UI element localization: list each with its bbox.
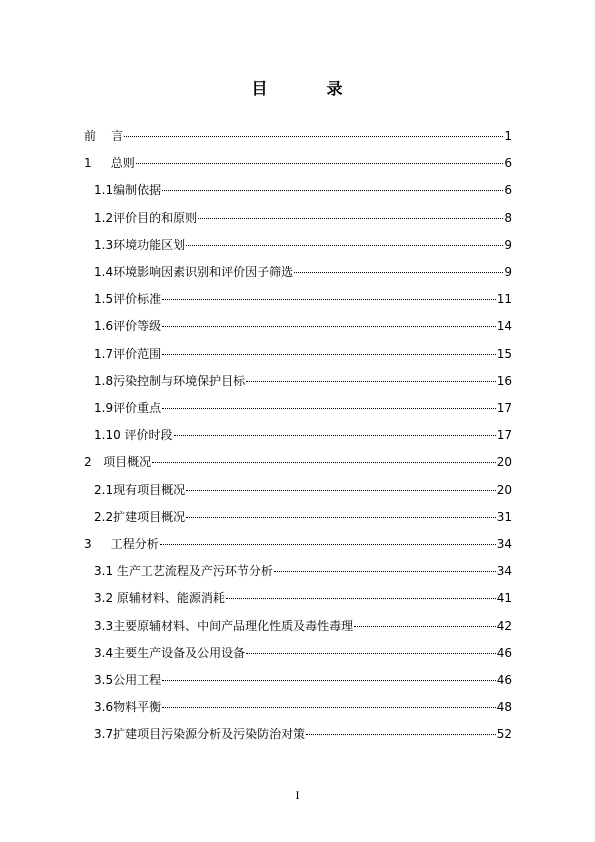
toc-entry[interactable] xyxy=(94,210,512,226)
toc-entry-number: 3.2 xyxy=(94,591,114,606)
toc-entry-number: 3.7 xyxy=(94,727,114,742)
toc-entry[interactable] xyxy=(94,509,512,525)
dot-leader xyxy=(136,162,504,164)
toc-entry-number: 1.3 xyxy=(94,237,114,252)
dot-leader xyxy=(162,325,496,327)
toc-entry-page: 1 xyxy=(504,129,512,143)
dot-leader xyxy=(294,271,503,273)
toc-entry-page: 11 xyxy=(496,292,512,307)
dot-leader xyxy=(186,489,496,491)
toc-entry-label: 评价标准 xyxy=(113,292,162,307)
toc-entry-number: 1.6 xyxy=(94,319,114,334)
dot-leader xyxy=(198,217,503,219)
toc-title xyxy=(0,76,595,99)
page-number: I xyxy=(295,788,300,802)
toc-entry[interactable] xyxy=(94,726,512,742)
toc-entry-page: 9 xyxy=(504,265,512,279)
toc-entry[interactable] xyxy=(94,618,512,634)
toc-entry[interactable] xyxy=(84,155,512,171)
toc-entry-page: 52 xyxy=(496,727,512,742)
dot-leader xyxy=(186,244,503,246)
toc-entry[interactable] xyxy=(84,454,512,470)
toc-entry-label: 生产工艺流程及产污环节分析 xyxy=(113,564,273,579)
toc-entry[interactable] xyxy=(94,182,512,198)
toc-entry-number: 3.1 xyxy=(94,564,114,579)
dot-leader xyxy=(162,679,496,681)
toc-entry-page: 16 xyxy=(496,373,512,388)
toc-entry-label: 工程分析 xyxy=(91,537,159,551)
toc-entry-label: 物料平衡 xyxy=(113,700,162,715)
toc-entry-number: 1.2 xyxy=(94,210,114,225)
toc-entry-label: 评价范围 xyxy=(113,346,162,361)
toc-title-second: 录 xyxy=(326,79,344,98)
toc-entry[interactable] xyxy=(94,563,512,579)
toc-entry-number: 3 xyxy=(84,537,92,551)
toc-entry-label: 总则 xyxy=(91,156,135,171)
toc-entry[interactable] xyxy=(94,237,512,253)
toc-entry-number: 3.3 xyxy=(94,618,114,633)
toc-entry-label: 前 言 xyxy=(84,129,124,143)
toc-entry[interactable] xyxy=(94,400,512,416)
toc-entry[interactable] xyxy=(94,672,512,688)
toc-entry-label: 污染控制与环境保护目标 xyxy=(113,373,246,388)
toc-entry-page: 34 xyxy=(496,537,512,551)
toc-entry-label: 原辅材料、能源消耗 xyxy=(113,591,225,606)
toc-entry-page: 31 xyxy=(496,509,512,524)
toc-entry-number: 1.1 xyxy=(94,183,114,198)
toc-entry-number: 1.4 xyxy=(94,265,114,279)
toc-entry[interactable] xyxy=(84,536,512,552)
toc-entry-number: 3.4 xyxy=(94,645,114,660)
dot-leader xyxy=(354,625,496,627)
dot-leader xyxy=(186,516,496,518)
toc-entry-number: 1.10 xyxy=(94,428,121,443)
toc-entry-label: 环境影响因素识别和评价因子筛选 xyxy=(113,265,294,279)
toc-entry[interactable] xyxy=(94,427,512,443)
toc-entry[interactable] xyxy=(94,291,512,307)
toc-entry-page: 46 xyxy=(496,673,512,687)
dot-leader xyxy=(162,353,496,355)
toc-entry-page: 6 xyxy=(504,183,512,198)
toc-entry-number: 2.2 xyxy=(94,509,114,524)
toc-entry-label: 扩建项目污染源分析及污染防治对策 xyxy=(113,727,306,742)
dot-leader xyxy=(306,733,496,735)
toc-entry-page: 8 xyxy=(504,210,512,225)
toc-entry[interactable] xyxy=(94,346,512,362)
toc-entry-page: 14 xyxy=(496,319,512,334)
toc-entry-page: 15 xyxy=(496,346,512,361)
toc-entry-label: 现有项目概况 xyxy=(113,482,186,497)
dot-leader xyxy=(174,434,496,436)
dot-leader xyxy=(124,135,503,137)
dot-leader xyxy=(246,380,496,382)
dot-leader xyxy=(162,298,496,300)
dot-leader xyxy=(152,461,496,463)
toc-entry-number: 1.8 xyxy=(94,373,114,388)
toc-entry[interactable] xyxy=(84,128,512,144)
dot-leader xyxy=(162,189,503,191)
toc-entry-page: 17 xyxy=(496,428,512,443)
toc-entry-number: 1.5 xyxy=(94,292,114,307)
toc-entry-page: 34 xyxy=(496,564,512,579)
toc-entry[interactable] xyxy=(94,645,512,661)
toc-entry-page: 42 xyxy=(496,618,512,633)
toc-entry-page: 9 xyxy=(504,237,512,252)
toc-entry-label: 评价等级 xyxy=(113,319,162,334)
toc-entry[interactable] xyxy=(94,373,512,389)
toc-entry-label: 编制依据 xyxy=(113,183,162,198)
toc-entry-page: 48 xyxy=(496,700,512,715)
toc-entry-number: 3.5 xyxy=(94,673,114,687)
dot-leader xyxy=(162,706,496,708)
toc-entry-label: 项目概况 xyxy=(91,455,152,470)
toc-entry-label: 评价目的和原则 xyxy=(113,210,198,225)
toc-entry[interactable] xyxy=(94,318,512,334)
toc-entry-label: 评价时段 xyxy=(120,428,173,443)
toc-entry-label: 公用工程 xyxy=(113,673,162,687)
toc-entry-number: 2.1 xyxy=(94,482,114,497)
toc-entry-page: 46 xyxy=(496,645,512,660)
toc-entry[interactable] xyxy=(94,590,512,606)
toc-title-first: 目 xyxy=(251,79,269,98)
toc-entry[interactable] xyxy=(94,699,512,715)
toc-entry-label: 扩建项目概况 xyxy=(113,509,186,524)
dot-leader xyxy=(162,407,496,409)
toc-entry[interactable] xyxy=(94,264,512,280)
dot-leader xyxy=(274,570,496,572)
toc-entry-label: 主要生产设备及公用设备 xyxy=(113,645,246,660)
toc-entry-number: 1.9 xyxy=(94,401,114,415)
toc-entry-number: 1 xyxy=(84,156,92,171)
toc-entry-number: 2 xyxy=(84,455,92,470)
toc-entry-number: 3.6 xyxy=(94,700,114,715)
toc-entry-page: 17 xyxy=(496,401,512,415)
dot-leader xyxy=(226,597,496,599)
toc-entry-page: 20 xyxy=(496,482,512,497)
toc-entry-page: 6 xyxy=(504,156,512,171)
toc-entry-label: 评价重点 xyxy=(113,401,162,415)
toc-entry-label: 主要原辅材料、中间产品理化性质及毒性毒理 xyxy=(113,618,354,633)
toc-entry-page: 20 xyxy=(496,455,512,470)
dot-leader xyxy=(246,652,496,654)
toc-entry-page: 41 xyxy=(496,591,512,606)
toc-entry-label: 环境功能区划 xyxy=(113,237,186,252)
dot-leader xyxy=(160,543,496,545)
toc-entry[interactable] xyxy=(94,482,512,498)
toc-entry-number: 1.7 xyxy=(94,346,114,361)
